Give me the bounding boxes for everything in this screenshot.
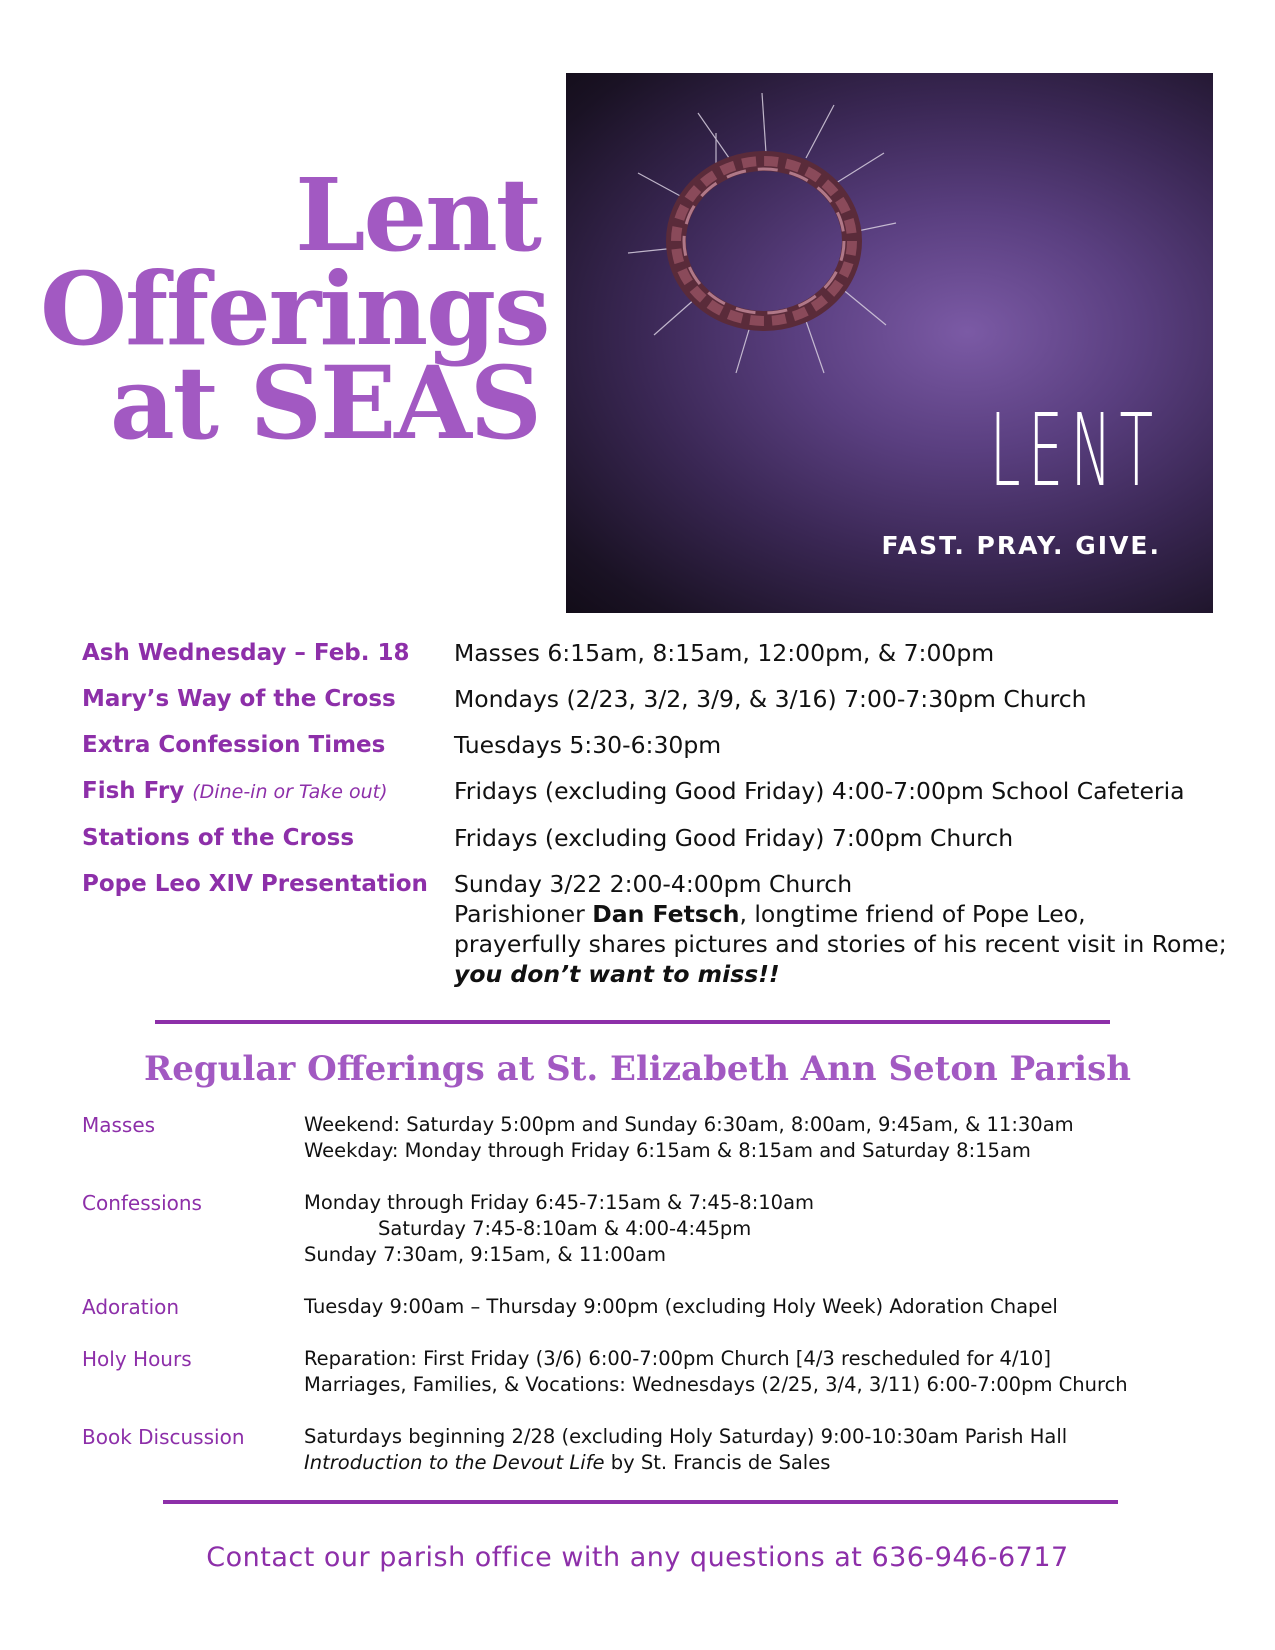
lent-item-name: Stations of the Cross — [82, 825, 355, 851]
regular-line: Weekend: Saturday 5:00pm and Sunday 6:30am, 8:00am, 9:45am, & 11:30am — [304, 1113, 1074, 1136]
lent-item-name-sub: (Dine-in or Take out) — [192, 781, 388, 803]
regular-item-detail — [304, 1346, 1128, 1398]
regular-item-detail — [304, 1424, 1067, 1476]
regular-item-name: Holy Hours — [82, 1347, 192, 1371]
regular-item-name: Masses — [82, 1113, 156, 1137]
pope-line-2-post: , longtime friend of Pope Leo, — [739, 900, 1086, 928]
title-line-2: Offerings — [40, 250, 549, 368]
divider-top — [155, 1020, 1110, 1024]
lent-item-name: Mary’s Way of the Cross — [82, 686, 396, 712]
pope-presenter-name: Dan Fetsch — [592, 900, 740, 928]
regular-item-confessions — [82, 1190, 1232, 1268]
regular-line: Sunday 7:30am, 9:15am, & 11:00am — [304, 1243, 666, 1266]
page-title — [40, 156, 549, 462]
lent-item-name — [82, 776, 454, 807]
regular-item-adoration — [82, 1294, 1232, 1320]
lent-item-detail: Mondays (2/23, 3/2, 3/9, & 3/16) 7:00-7:30pm Church — [454, 685, 1087, 713]
divider-bottom — [163, 1500, 1118, 1504]
lent-item-stations — [82, 823, 1212, 853]
lent-item-detail: Tuesdays 5:30-6:30pm — [454, 731, 722, 759]
regular-item-detail — [304, 1112, 1074, 1164]
regular-line: Marriages, Families, & Vocations: Wednesdays (2/25, 3/4, 3/11) 6:00-7:00pm Church — [304, 1373, 1128, 1396]
regular-item-name: Book Discussion — [82, 1425, 245, 1449]
lent-item-detail — [454, 869, 1227, 989]
lent-item-detail: Fridays (excluding Good Friday) 7:00pm Church — [454, 824, 1014, 852]
pope-line-2-pre: Parishioner — [454, 900, 593, 928]
lent-item-detail: Masses 6:15am, 8:15am, 12:00pm, & 7:00pm — [454, 639, 995, 667]
regular-item-masses — [82, 1112, 1232, 1164]
lent-item-marys-way — [82, 684, 1212, 714]
pope-line-1: Sunday 3/22 2:00-4:00pm Church — [454, 870, 853, 898]
regular-item-detail — [304, 1294, 1058, 1320]
book-author: by St. Francis de Sales — [604, 1451, 831, 1474]
regular-item-book-discussion — [82, 1424, 1232, 1476]
regular-line: Saturdays beginning 2/28 (excluding Holy Saturday) 9:00-10:30am Parish Hall — [304, 1425, 1068, 1448]
pope-line-3: prayerfully shares pictures and stories of his recent visit in Rome; — [454, 930, 1227, 958]
lent-item-ash-wednesday — [82, 638, 1212, 668]
regular-item-name: Confessions — [82, 1191, 202, 1215]
regular-line: Monday through Friday 6:45-7:15am & 7:45-8:10am — [304, 1191, 815, 1214]
contact-line: Contact our parish office with any questions at 636-946-6717 — [206, 1542, 1069, 1573]
regular-offerings-title: Regular Offerings at St. Elizabeth Ann Seton Parish — [144, 1049, 1131, 1089]
regular-item-name: Adoration — [82, 1295, 180, 1319]
pope-line-4: you don’t want to miss!! — [454, 960, 780, 988]
lent-item-name: Extra Confession Times — [82, 732, 386, 758]
lent-item-name: Pope Leo XIV Presentation — [82, 871, 428, 897]
regular-line: Saturday 7:45-8:10am & 4:00-4:45pm — [378, 1217, 752, 1240]
lent-hero-image — [566, 73, 1213, 613]
regular-line — [304, 1450, 1067, 1476]
regular-item-detail — [304, 1190, 814, 1268]
regular-line: Weekday: Monday through Friday 6:15am & 8:15am and Saturday 8:15am — [304, 1139, 1031, 1162]
regular-line: Reparation: First Friday (3/6) 6:00-7:00pm Church [4/3 rescheduled for 4/10] — [304, 1347, 1051, 1370]
regular-line: Tuesday 9:00am – Thursday 9:00pm (excluding Holy Week) Adoration Chapel — [304, 1295, 1058, 1318]
lent-item-detail: Fridays (excluding Good Friday) 4:00-7:00pm School Cafeteria — [454, 777, 1185, 805]
hero-word: LENT — [990, 392, 1161, 509]
lent-item-name-text: Fish Fry — [82, 778, 185, 804]
lent-item-name: Ash Wednesday – Feb. 18 — [82, 640, 410, 666]
title-line-3: at SEAS — [109, 344, 540, 462]
lent-item-extra-confession — [82, 730, 1212, 760]
hero-tagline: FAST. PRAY. GIVE. — [881, 531, 1161, 560]
lent-offerings-list — [82, 638, 1227, 1005]
title-line-1: Lent — [295, 156, 540, 274]
lent-item-pope-presentation — [82, 869, 1227, 989]
lent-item-fish-fry — [82, 776, 1212, 807]
regular-offerings-list — [82, 1112, 1232, 1502]
pope-line-2 — [454, 899, 1227, 929]
regular-item-holy-hours — [82, 1346, 1232, 1398]
book-title: Introduction to the Devout Life — [304, 1451, 605, 1474]
